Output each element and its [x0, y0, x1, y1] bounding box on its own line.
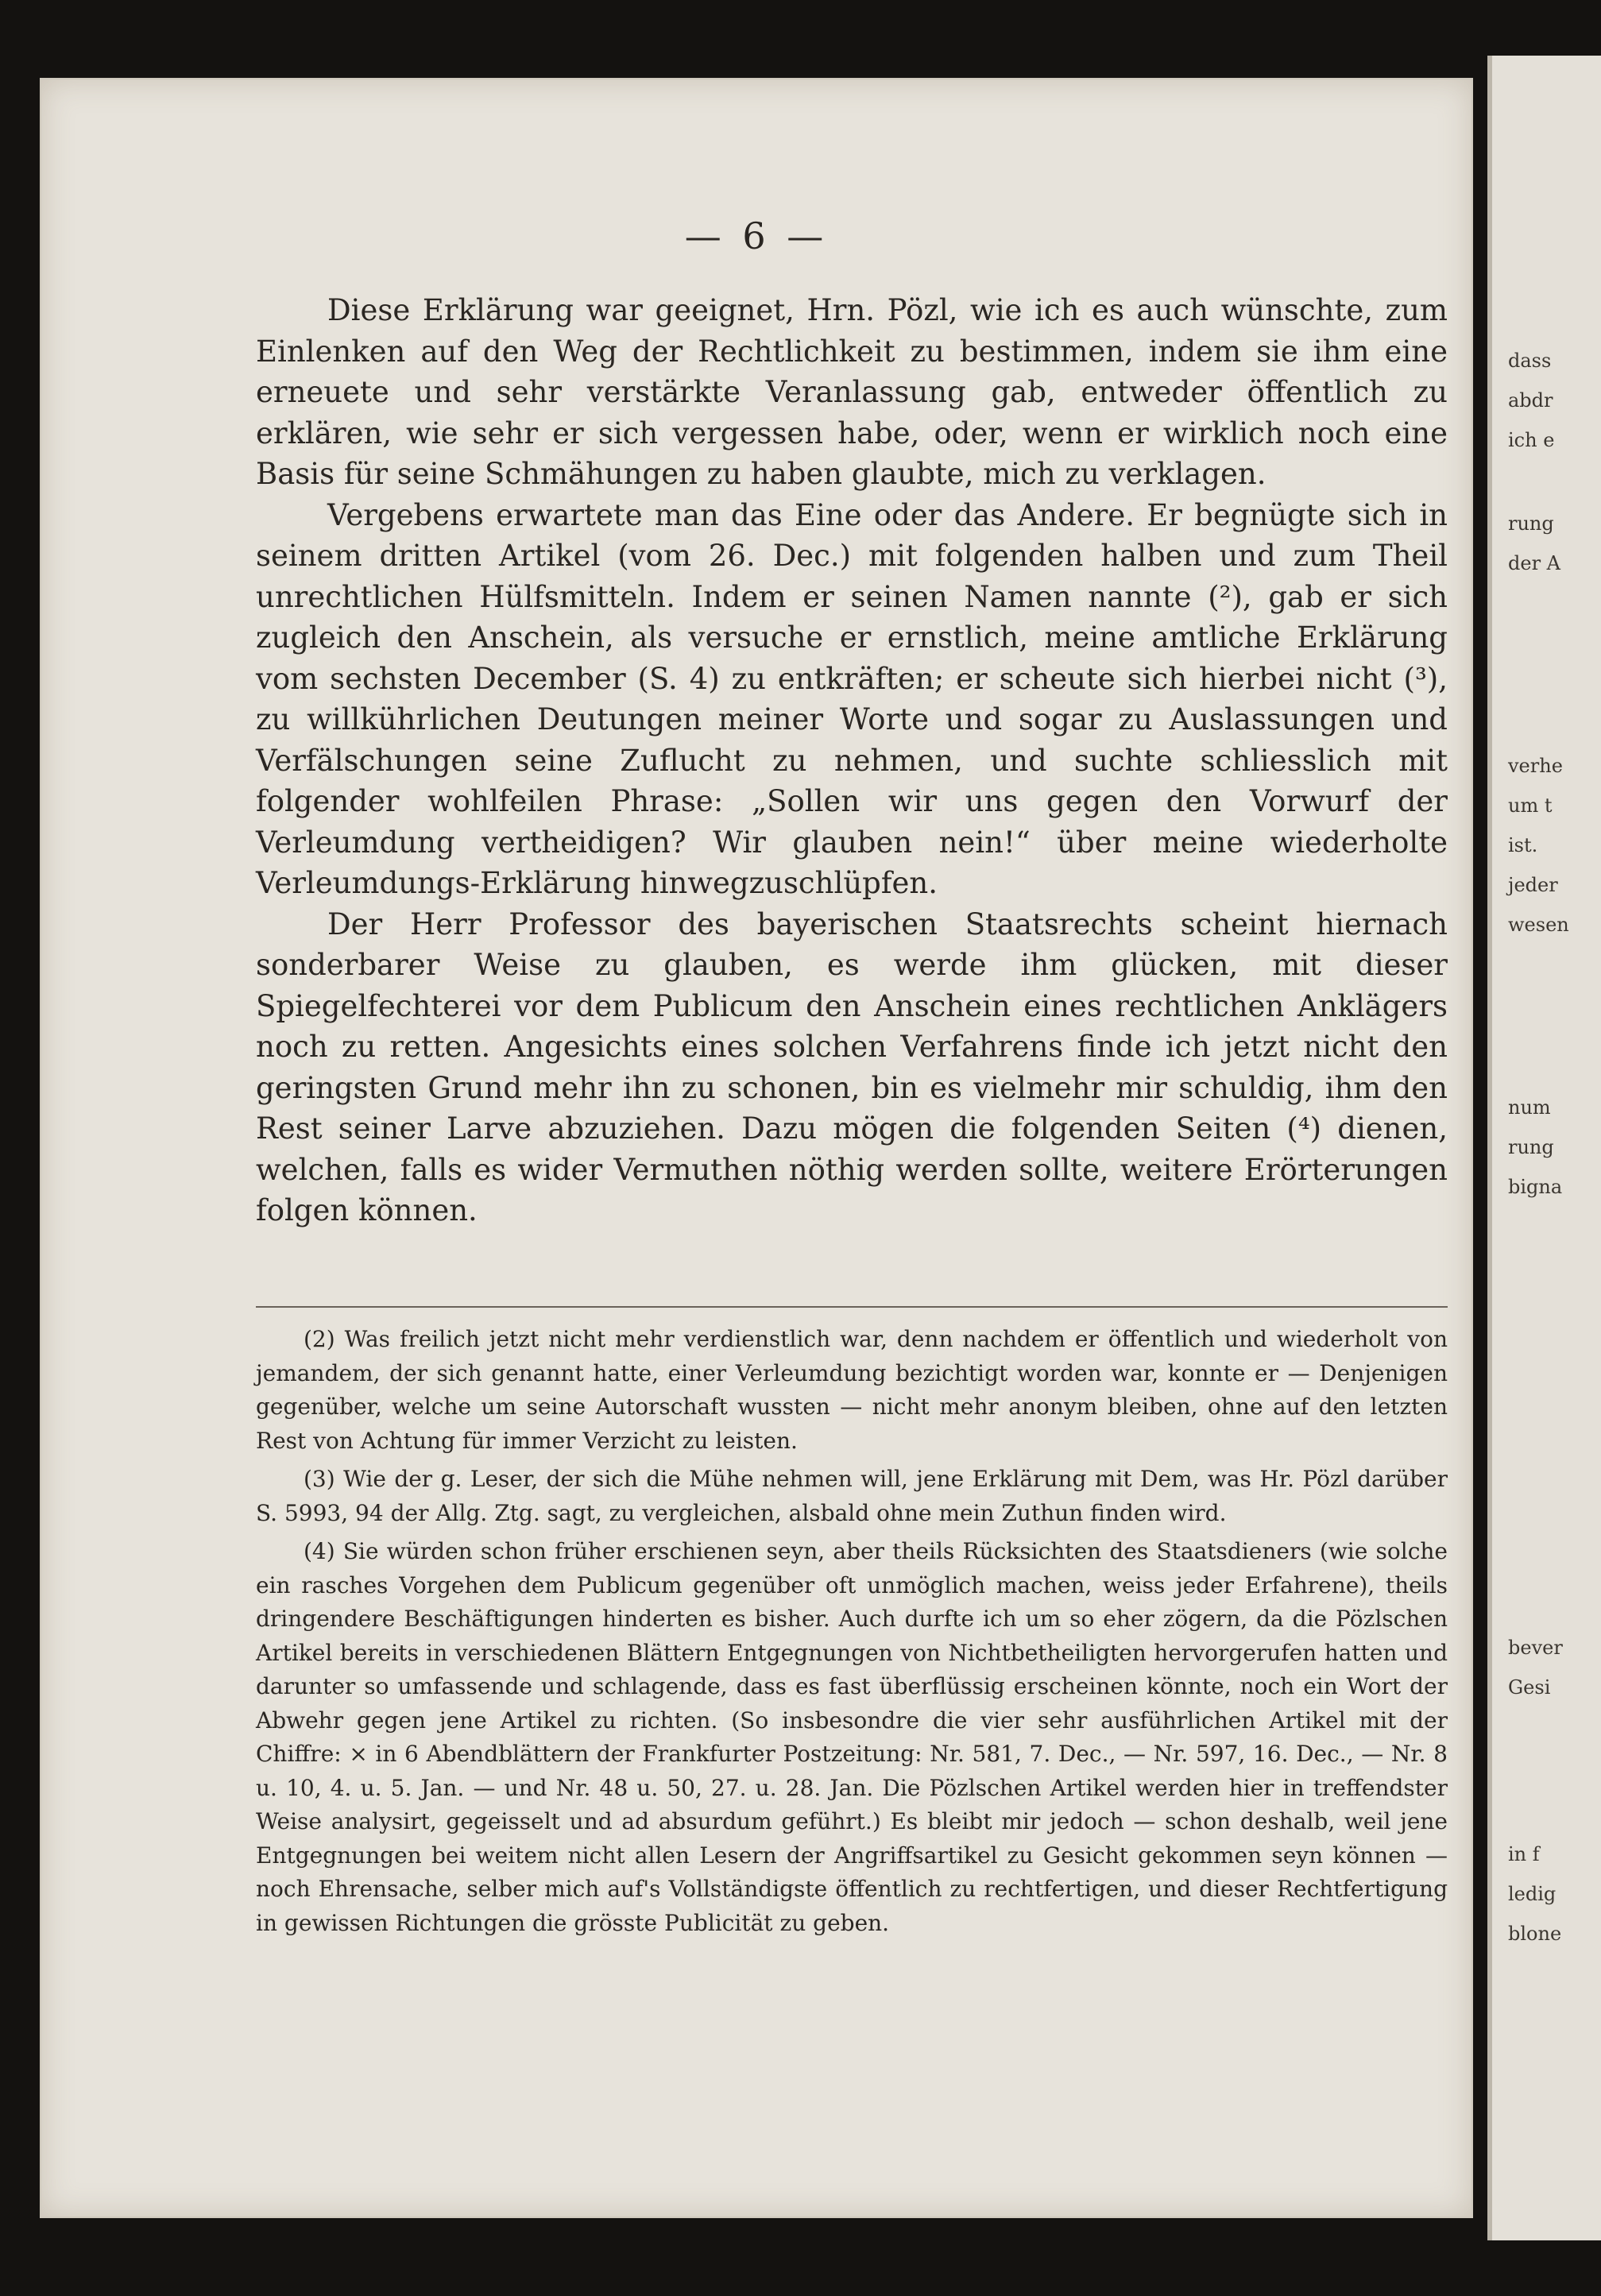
footnote-4: (4) Sie würden schon früher erschienen seyn, aber theils Rücksichten des Staatsdieners (wie solche ein rasches Vorgehen dem Publicum gegenüber oft unmöglich machen, weiss jeder Erfahrene), theils dringendere Beschäftigungen hinderten es bisher. Auch durfte ich um so eher zögern, da die Pözlschen Artikel bereits in verschiedenen Blättern Entgegnungen von Nichtbetheiligten hervorgerufen hatten und darunter so umfassende und schlagende, dass es fast überflüssig erscheinen könnte, noch ein Wort der Abwehr gegen jene Artikel zu richten. (So insbesondre die vier sehr ausführlichen Artikel mit der Chiffre: ⨯ in 6 Abendblättern der Frankfurter Postzeitung: Nr. 581, 7. Dec., — Nr. 597, 16. Dec., — Nr. 8 u. 10, 4. u. 5. Jan. — und Nr. 48 u. 50, 27. u. 28. Jan. Die Pözlschen Artikel werden hier in treffendster Weise analysirt, gegeisselt und ad absurdum geführt.) Es bleibt mir jedoch — schon deshalb, weil jene Entgegnungen bei weitem nicht allen Lesern der Angriffsartikel zu Gesicht gekommen seyn können — noch Ehrensache, selber mich auf's Vollständigste öffentlich zu rechtfertigen, und dieser Rechtfertigung in gewissen Richtungen die grösste Publicität zu geben.	[256, 1538, 1448, 1936]
facing-fragment: num	[1508, 1096, 1551, 1119]
facing-fragment: bever	[1508, 1637, 1563, 1659]
book-page	[41, 79, 1471, 2217]
facing-fragment: ledig	[1508, 1883, 1557, 1905]
facing-fragment: rung	[1508, 1136, 1554, 1158]
facing-fragment: jeder	[1508, 874, 1558, 896]
footnote-3: (3) Wie der g. Leser, der sich die Mühe nehmen will, jene Erklärung mit Dem, was Hr. Pözl darüber S. 5993, 94 der Allg. Ztg. sagt, zu vergleichen, alsbald ohne mein Zuthun finden wird.	[256, 1466, 1448, 1526]
facing-fragment: in f	[1508, 1843, 1540, 1865]
paragraph-3: Der Herr Professor des bayerischen Staatsrechts scheint hiernach sonderbarer Weise zu glauben, es werde ihm glücken, mit dieser Spiegelfechterei vor dem Publicum den Anschein eines rechtlichen Anklägers noch zu retten. Angesichts eines solchen Verfahrens finde ich jetzt nicht den geringsten Grund mehr ihn zu schonen, bin es vielmehr mir schuldig, ihm den Rest seiner Larve abzuziehen. Dazu mögen die folgenden Seiten (⁴) dienen, welchen, falls es wider Vermuthen nöthig werden sollte, weitere Erörterungen folgen können.	[256, 906, 1448, 1227]
footnote-2: (2) Was freilich jetzt nicht mehr verdienstlich war, denn nachdem er öffentlich und wiederholt von jemandem, der sich genannt hatte, einer Verleumdung bezichtigt worden war, konnte er — Denjenigen gegenüber, welche um seine Autorschaft wussten — nicht mehr anonym bleiben, ohne auf den letzten Rest von Achtung für immer Verzicht zu leisten.	[256, 1326, 1448, 1454]
footnote-divider	[256, 1306, 1448, 1308]
facing-fragment: verhe	[1508, 755, 1563, 777]
paragraph-2: Vergebens erwartete man das Eine oder das Andere. Er begnügte sich in seinem dritten Artikel (vom 26. Dec.) mit folgenden halben und zum Theil unrechtlichen Hülfsmitteln. Indem er seinen Namen nannte (²), gab er sich zugleich den Anschein, als versuche er ernstlich, meine amtliche Erklärung vom sechsten December (S. 4) zu entkräften; er scheute sich hierbei nicht (³), zu willkührlichen Deutungen meiner Worte und sogar zu Auslassungen und Verfälschungen seine Zuflucht zu nehmen, und suchte schliesslich mit folgender wohlfeilen Phrase: „Sollen wir uns gegen den Vorwurf der Verleumdung vertheidigen? Wir glauben nein!“ über meine wiederholte Verleumdungs-Erklärung hinwegzuschlüpfen.	[256, 497, 1448, 900]
facing-fragment: bigna	[1508, 1176, 1563, 1198]
facing-fragment: ich e	[1508, 429, 1555, 451]
facing-fragment: dass	[1508, 350, 1552, 372]
page-number: — 6 —	[684, 215, 829, 257]
facing-fragment: rung	[1508, 512, 1554, 535]
facing-fragment: der A	[1508, 552, 1560, 574]
facing-fragment: abdr	[1508, 389, 1553, 412]
paragraph-1: Diese Erklärung war geeignet, Hrn. Pözl, wie ich es auch wünschte, zum Einlenken auf den Weg der Rechtlichkeit zu bestimmen, indem sie ihm eine erneuete und sehr verstärkte Veranlassung gab, entweder öffentlich zu erklären, wie sehr er sich vergessen habe, oder, wenn er wirklich noch eine Basis für seine Schmähungen zu haben glaubte, mich zu verklagen.	[256, 293, 1448, 491]
main-text	[256, 290, 1448, 1231]
facing-fragment: um t	[1508, 794, 1553, 817]
facing-fragment: blone	[1508, 1923, 1562, 1945]
facing-fragment: ist.	[1508, 834, 1538, 856]
footnotes	[256, 1323, 1448, 1945]
facing-fragment: wesen	[1508, 914, 1569, 936]
facing-page-edge	[1487, 56, 1601, 2240]
facing-fragment: Gesi	[1508, 1676, 1551, 1699]
